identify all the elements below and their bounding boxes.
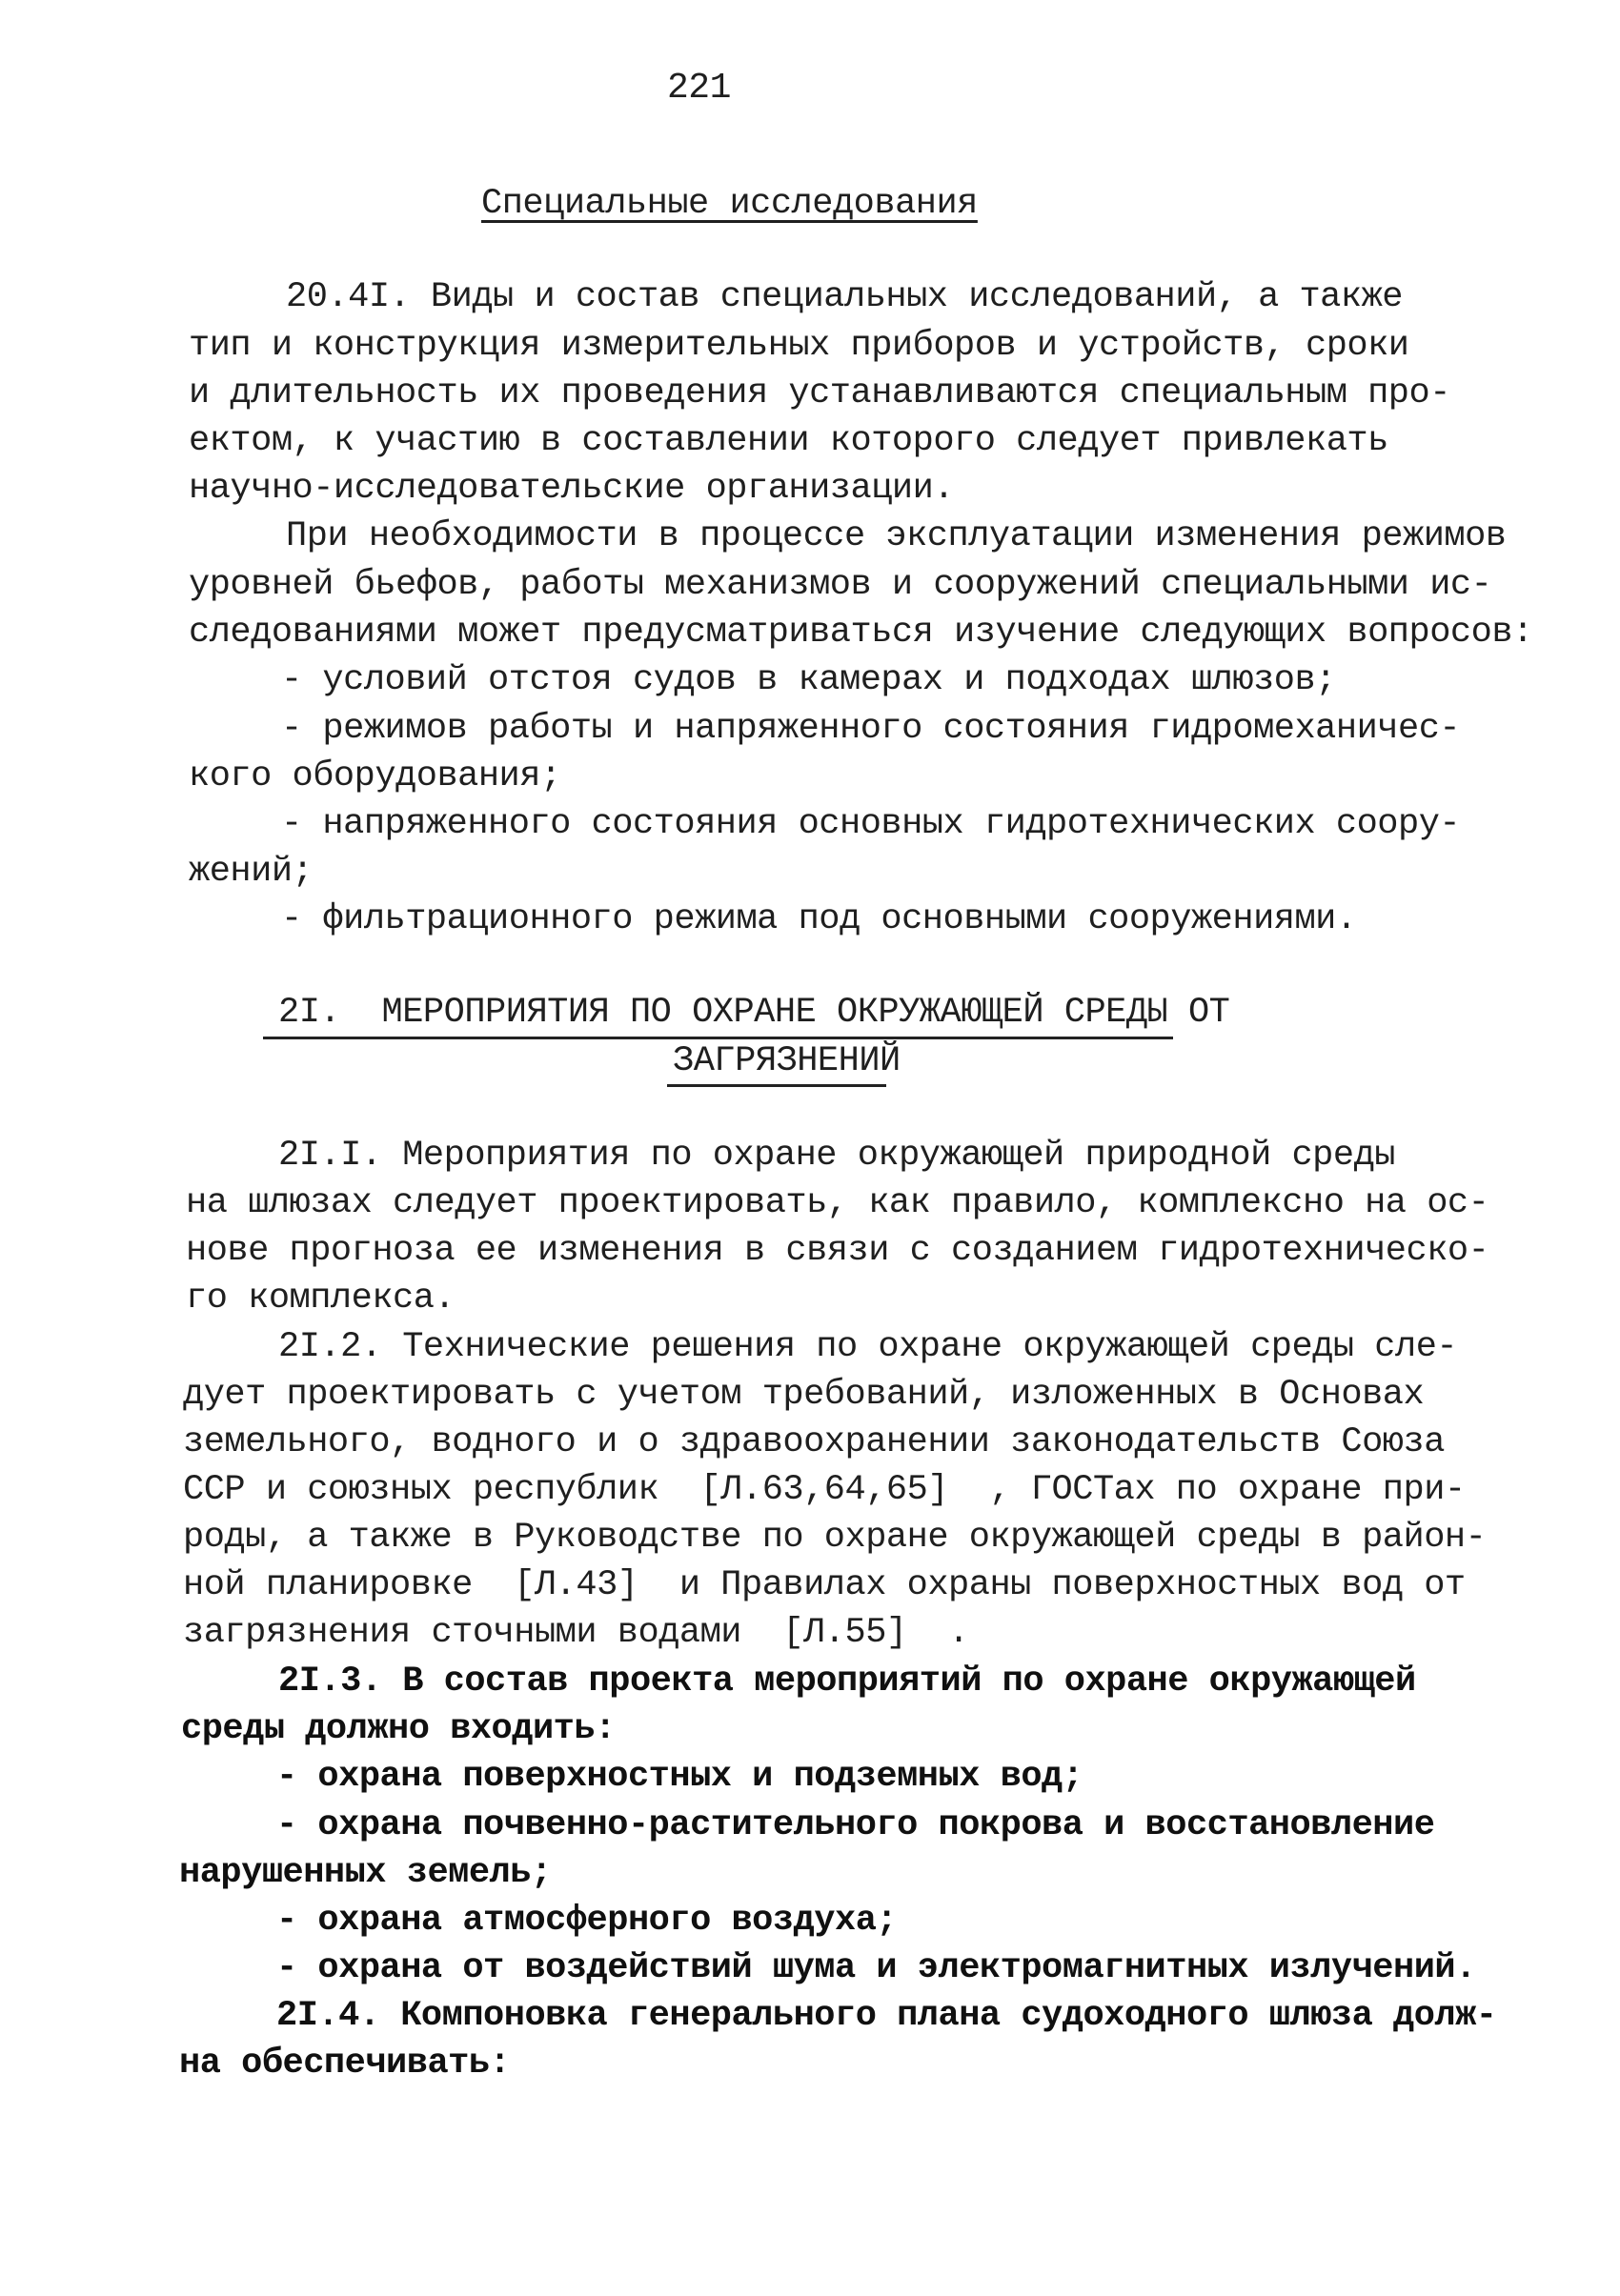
para-21-3-line: среды должно входить: (181, 1709, 616, 1749)
para-21-2-line: ССР и союзных республик [Л.63,64,65] , ГОСТах по охране при- (183, 1470, 1466, 1510)
para-20-41-line: научно-исследовательские организации. (189, 469, 955, 509)
subsection-title: Специальные исследования (481, 184, 978, 224)
list-item: - фильтрационного режима под основными сооружениями. (281, 899, 1357, 939)
list-item-continuation: жений; (189, 852, 314, 892)
page-number: 221 (667, 68, 731, 109)
list-item: - охрана атмосферного воздуха; (276, 1901, 898, 1941)
list-item: - напряженного состояния основных гидротехнических соору- (281, 804, 1461, 844)
para-need-line: уровней бьефов, работы механизмов и сооружений специальными ис- (189, 565, 1492, 605)
para-21-1-line: го комплекса. (186, 1279, 456, 1319)
para-21-2-line: 2I.2. Технические решения по охране окружающей среды сле- (278, 1327, 1458, 1367)
para-21-2-line: земельного, водного и о здравоохранении законодательств Союза (183, 1422, 1445, 1462)
para-20-41-line: 20.4I. Виды и состав специальных исследований, а также (286, 277, 1403, 317)
para-21-1-line: на шлюзах следует проектировать, как правило, комплексно на ос- (186, 1183, 1489, 1223)
section-title-rule-2 (667, 1084, 886, 1087)
para-20-41-line: тип и конструкция измерительных приборов и устройств, сроки (189, 326, 1409, 366)
para-21-2-line: ной планировке [Л.43] и Правилах охраны поверхностных вод от (183, 1565, 1466, 1605)
list-item-continuation: кого оборудования; (189, 756, 561, 796)
para-21-4-line: 2I.4. Компоновка генерального плана судоходного шлюза долж- (276, 1996, 1497, 2036)
list-item: - охрана почвенно-растительного покрова и восстановление (276, 1805, 1435, 1845)
para-21-2-line: загрязнения сточными водами [Л.55] . (183, 1613, 969, 1653)
list-item: - охрана от воздействий шума и электромагнитных излучений. (276, 1948, 1476, 1988)
para-21-1-line: нове прогноза ее изменения в связи с созданием гидротехническо- (186, 1231, 1489, 1271)
list-item: - условий отстоя судов в камерах и подходах шлюзов; (281, 660, 1336, 700)
section-title-line1: 2I. МЕРОПРИЯТИЯ ПО ОХРАНЕ ОКРУЖАЮЩЕЙ СРЕДЫ ОТ (278, 993, 1230, 1033)
para-20-41-line: и длительность их проведения устанавливаются специальным про- (189, 373, 1450, 413)
section-title-line2: ЗАГРЯЗНЕНИЙ (673, 1041, 901, 1081)
list-item-continuation: нарушенных земель; (179, 1853, 552, 1893)
section-title-rule-1 (263, 1037, 1173, 1039)
para-21-3-line: 2I.3. В состав проекта мероприятий по охране окружающей (278, 1662, 1416, 1702)
para-20-41-line: ектом, к участию в составлении которого следует привлекать (189, 421, 1388, 461)
para-21-1-line: 2I.I. Мероприятия по охране окружающей природной среды (278, 1136, 1395, 1176)
list-item: - режимов работы и напряженного состояния гидромеханичес- (281, 709, 1461, 749)
para-need-line: следованиями может предусматриваться изучение следующих вопросов: (189, 613, 1533, 653)
para-21-4-line: на обеспечивать: (179, 2044, 511, 2084)
para-21-2-line: дует проектировать с учетом требований, изложенных в Основах (183, 1375, 1425, 1415)
para-21-2-line: роды, а также в Руководстве по охране окружающей среды в район- (183, 1518, 1487, 1558)
list-item: - охрана поверхностных и подземных вод; (276, 1757, 1083, 1797)
para-need-line: При необходимости в процессе эксплуатации изменения режимов (286, 516, 1507, 556)
